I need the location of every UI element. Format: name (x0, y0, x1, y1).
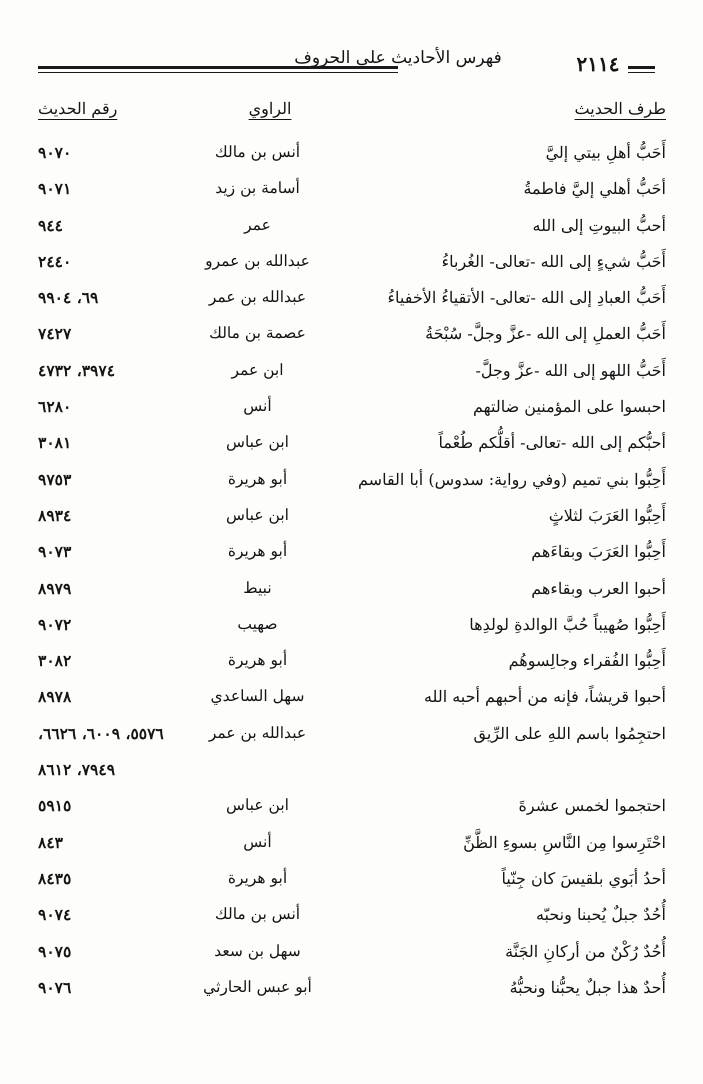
narrator: ابن عمر (231, 360, 284, 379)
index-row (0, 826, 703, 862)
index-row (0, 535, 703, 571)
column-header-first-words: طرف الحديث (574, 99, 666, 118)
page-header (38, 44, 655, 80)
page-title: فهرس الأحاديث على الحروف (294, 48, 502, 68)
hadith-first-words: احبسوا على المؤمنين ضالتهم (472, 397, 666, 417)
narrator: أبو عبس الحارثي (203, 977, 312, 996)
narrator: أبو هريرة (227, 469, 288, 488)
header-rule-right-thin (628, 72, 655, 73)
hadith-first-words: أحبوا قريشاً، فإنه من أحبهم أحبه الله (423, 687, 666, 707)
hadith-first-words: أَحِبُّوا صُهيباً حُبَّ الوالدةِ لولدِها (469, 614, 666, 634)
hadith-first-words: أَحَبُّ شيءٍ إلى الله -تعالى- الغُرباءُ (441, 251, 666, 271)
hadith-first-words: احْتَرِسوا مِن النَّاسِ بسوءِ الظَّنِّ (463, 832, 666, 852)
narrator: سهل الساعدي (210, 687, 305, 706)
narrator: سهل بن سعد (214, 941, 301, 960)
index-row-continuation (0, 753, 703, 789)
hadith-first-words: أُحُدٌ رُكْنٌ من أركانِ الجَنَّة (505, 941, 666, 961)
narrator: ابن عباس (226, 796, 289, 815)
index-row (0, 426, 703, 462)
column-header-narrator: الراوي (248, 99, 292, 118)
hadith-number: ٧٩٤٩، ٨٦١٢ (38, 760, 116, 780)
hadith-first-words: أحَبُّ أهلي إليَّ فاطمةُ (523, 179, 666, 199)
index-row (0, 317, 703, 353)
index-row (0, 789, 703, 825)
hadith-number: ٧٤٢٧ (38, 324, 72, 344)
hadith-number: ٩٠٧٦ (38, 977, 72, 997)
index-row (0, 172, 703, 208)
index-row (0, 935, 703, 971)
hadith-first-words: أَحَبُّ العبادِ إلى الله -تعالى- الأتقياءُ الأخفياءُ (387, 288, 666, 308)
index-row (0, 463, 703, 499)
hadith-first-words: أُحدٌ هذا جبلٌ يحبُّنا ونحبُّهُ (509, 977, 666, 997)
index-row (0, 136, 703, 172)
hadith-number: ٨٩٧٩ (38, 578, 72, 598)
hadith-number: ٦٩، ٩٩٠٤ (38, 288, 99, 308)
hadith-first-words: أُحُدٌ جبلٌ يُحبنا ونحبّه (535, 905, 666, 925)
narrator: عبدالله بن عمرو (205, 251, 310, 270)
hadith-first-words: أَحِبُّوا بني تميم (وفي رواية: سدوس) أبا القاسم (358, 469, 666, 489)
page-number: ٢١١٤ (576, 52, 620, 76)
index-row (0, 862, 703, 898)
hadith-number: ٩٧٥٣ (38, 469, 72, 489)
narrator: أنس (243, 832, 272, 851)
narrator: أنس (243, 397, 272, 416)
hadith-number: ٨٤٣٥ (38, 868, 72, 888)
hadith-number: ٣٠٨١ (38, 433, 72, 453)
hadith-number: ٣٠٨٢ (38, 651, 72, 671)
hadith-first-words: أَحِبُّوا الفُقراء وجالِسوهُم (508, 651, 666, 671)
column-header-number: رقم الحديث (38, 99, 118, 118)
index-row (0, 898, 703, 934)
index-row (0, 717, 703, 753)
hadith-number: ٩٠٧١ (38, 179, 72, 199)
index-row (0, 390, 703, 426)
hadith-number: ٩٠٧٥ (38, 941, 72, 961)
narrator: أبو هريرة (227, 651, 288, 670)
hadith-number: ٩٠٧٤ (38, 905, 72, 925)
hadith-number: ٦٢٨٠ (38, 397, 72, 417)
index-row (0, 572, 703, 608)
index-row (0, 608, 703, 644)
hadith-number: ٩٠٧٣ (38, 542, 72, 562)
hadith-number: ٩٠٧٠ (38, 143, 72, 162)
hadith-first-words: أحدُ أبَوي بلقيسَ كان جِنّياً (501, 868, 666, 888)
hadith-number: ٨٩٣٤ (38, 505, 72, 525)
hadith-number: ٥٥٧٦، ٦٠٠٩، ٦٦٢٦، (38, 723, 164, 743)
narrator: أبو هريرة (227, 542, 288, 561)
hadith-number: ٣٩٧٤، ٤٧٣٢ (38, 360, 116, 380)
narrator: ابن عباس (226, 505, 289, 524)
narrator: عبدالله بن عمر (208, 288, 307, 307)
hadith-index-list (0, 136, 703, 1007)
hadith-first-words: احتجِمُوا باسم اللهِ على الرِّيق (473, 723, 666, 743)
index-row (0, 209, 703, 245)
hadith-first-words: أحبُّ البيوتِ إلى الله (532, 215, 666, 235)
hadith-first-words: أحبوا العرب وبقاءهم (531, 578, 666, 598)
index-row (0, 281, 703, 317)
index-row (0, 354, 703, 390)
narrator: ابن عباس (226, 433, 289, 452)
hadith-first-words: أَحَبُّ العملِ إلى الله -عزَّ وجلَّ- سُبْحَةُ (425, 324, 666, 344)
index-row (0, 644, 703, 680)
hadith-first-words: أَحِبُّوا العَرَبَ لثلاثٍ (548, 505, 666, 525)
narrator: أسامة بن زيد (215, 179, 300, 198)
index-row (0, 971, 703, 1007)
narrator: نبيط (243, 578, 272, 597)
narrator: صهيب (237, 614, 278, 633)
narrator: أنس بن مالك (214, 143, 301, 161)
hadith-first-words: أَحَبُّ اللهو إلى الله -عزَّ وجلَّ- (475, 360, 666, 380)
header-rule-thin (38, 72, 398, 73)
index-row (0, 499, 703, 535)
hadith-number: ٥٩١٥ (38, 796, 72, 816)
header-rule-right (628, 66, 655, 69)
hadith-number: ٨٩٧٨ (38, 687, 72, 707)
hadith-number: ٩٤٤ (38, 215, 63, 235)
hadith-number: ٢٤٤٠ (38, 251, 72, 271)
hadith-first-words: أَحَبُّ أهلِ بيتي إليَّ (545, 143, 666, 162)
narrator: عبدالله بن عمر (208, 723, 307, 742)
narrator: أبو هريرة (227, 868, 288, 887)
hadith-first-words: أَحِبُّوا العَرَبَ وبقاءَهم (531, 542, 666, 562)
narrator: عصمة بن مالك (209, 324, 306, 343)
index-row (0, 245, 703, 281)
hadith-number: ٨٤٣ (38, 832, 63, 852)
index-row (0, 680, 703, 716)
narrator: أنس بن مالك (214, 905, 301, 924)
narrator: عمر (244, 215, 271, 234)
hadith-first-words: أحبُّكم إلى الله -تعالى- أقلُّكم طُعْماً (438, 433, 666, 453)
hadith-number: ٩٠٧٢ (38, 614, 72, 634)
hadith-first-words: احتجموا لخمس عشرةَ (518, 796, 666, 816)
